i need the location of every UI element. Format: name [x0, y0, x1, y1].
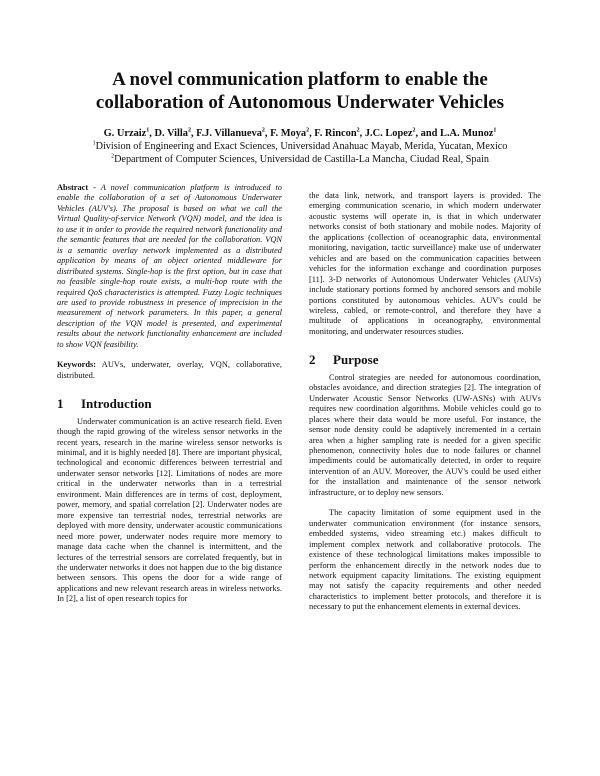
left-column: [57, 183, 282, 605]
section-heading-purpose: 2 Purpose: [309, 352, 379, 368]
author: F. Moya$^2$,: [270, 127, 315, 139]
author: L.A. Munoz$^1$: [440, 127, 497, 139]
right-column: [309, 191, 541, 613]
author: G. Urzaiz$^1$,: [103, 127, 155, 139]
author: D. Villa$^2$,: [154, 127, 197, 139]
author: F.J. Villanueva$^2$,: [196, 127, 271, 139]
author: F. Rincon$^2$,: [314, 127, 365, 139]
introduction-paragraph: Underwater communication is an active research field. Even though the rapid growing of the wireless sensor networks in the recent years, research in the marine wireless sensor networks is minimal, and it is highly needed [8]. There are important physical, technological and economic differences between terrestrial and underwater sensor networks [12]. Limitations of nodes are more critical in the underwater networks than in a terrestrial environment. Main differences are in terms of cost, deployment, power, memory, and spatial correlation [2]. Underwater nodes are more expensive tan terrestrial nodes, terrestrial networks are deployed with more density, underwater acoustic communications need more power, underwater nodes require more memory to manage data cache when the channel is intermittent, and the lectures of the terrestrial sensors are correlated frequently, but in the underwater networks it does not happen due to the big distance between sensors. This opens the door for a wide range of applications and new relevant research areas in wireless networks. In [2], a list of open research topics for: [57, 416, 282, 604]
author-list: [30, 128, 570, 140]
introduction-continued: the data link, network, and transport layers is provided. The emerging communication scenario, in which modern underwater acoustic systems will operate in, is that in which underwater networks consist of both stationary and mobile nodes. Majority of the applications (collection of oceanographic data, environmental monitoring, navigation, tactic surveillance) make use of underwater vehicles and are based on the communication capacities between vehicles for the information exchange and coordination purposes [11]. 3-D networks of Autonomous Underwater Vehicles (AUVs) include stationary portions formed by anchored sensors and mobile portions constituted by autonomous vehicles. AUV's could be wireless, cabled, or remote-control, and therefore they have a multitude of applications in oceanography, environmental monitoring, and underwater resources studies.: [309, 191, 541, 336]
abstract: Abstract - A novel communication platform is introduced to enable the collaboration of a set of Autonomous Underwater Vehicles (AUV's). The proposal is based on what we call the Virtual Quality-of-service Network (VQN) model, and the idea is to use it in order to provide the required network functionality and the semantic features that are needed for the collaboration. VQN is a semantic overlay network implemented as a distributed application by means of an object oriented middleware for distributed systems. Single-hop is the first option, but in case that no feasible single-hop route exists, a multi-hop route with the required QoS characteristics is attempted. Fuzzy Logic techniques are used to provide robustness in presence of imprecision in the measurement of network parameters. In this paper, a general description of the VQN model is presented, and experimental results about the network functionality enhancement are included to show VQN feasibility.: [57, 183, 282, 349]
title-line-2: collaboration of Autonomous Underwater Vehicles: [95, 92, 505, 113]
paper-title: [40, 68, 560, 114]
section-heading-introduction: 1 Introduction: [57, 396, 152, 412]
keywords: Keywords: AUVs, underwater, overlay, VQN, collaborative, distributed.: [57, 360, 282, 380]
title-line-1: A novel communication platform to enable the: [112, 69, 488, 90]
affiliation-2: $^2$Department of Computer Sciences, Universidad de Castilla-La Mancha, Ciudad Real, Spain: [111, 153, 489, 165]
purpose-paragraph-2: The capacity limitation of some equipment used in the underwater communication environment (for instance sensors, embedded systems, video streaming etc.) makes difficult to implement complex network and collaborative protocols. The existence of these technological limitations makes impossible to perform the enhancement directly in the network nodes due to network equipment capacity limitations. The existing equipment may not satisfy the capacity requirements and other needed characteristics to implement better protocols, and therefore it is necessary to put the enhancement elements in external devices.: [309, 508, 541, 612]
purpose-paragraph-1: Control strategies are needed for autonomous coordination, obstacles avoidance, and direction strategies [2]. The integration of Underwater Acoustic Sensor Networks (UW-ASNs) with AUVs requires new coordination algorithms. Mobile vehicles could go to places where their data would be more useful. For instance, the sensor node density could be adaptively incremented in a certain area when a higher sampling rate is needed for a given specific phenomenon, connectivity holes due to node failures or channel impediments could be automatically detected, in order to require intervention of an AUV. Moreover, the AUV's could be used either for the installation and maintenance of the sensor network infrastructure, or to deploy new sensors.: [309, 372, 541, 497]
author: J.C. Lopez$^2$, and: [364, 127, 441, 139]
affiliation-1: $^1$Division of Engineering and Exact Sciences, Universidad Anahuac Mayab, Merida, Yucatan, Mexico: [92, 140, 508, 152]
